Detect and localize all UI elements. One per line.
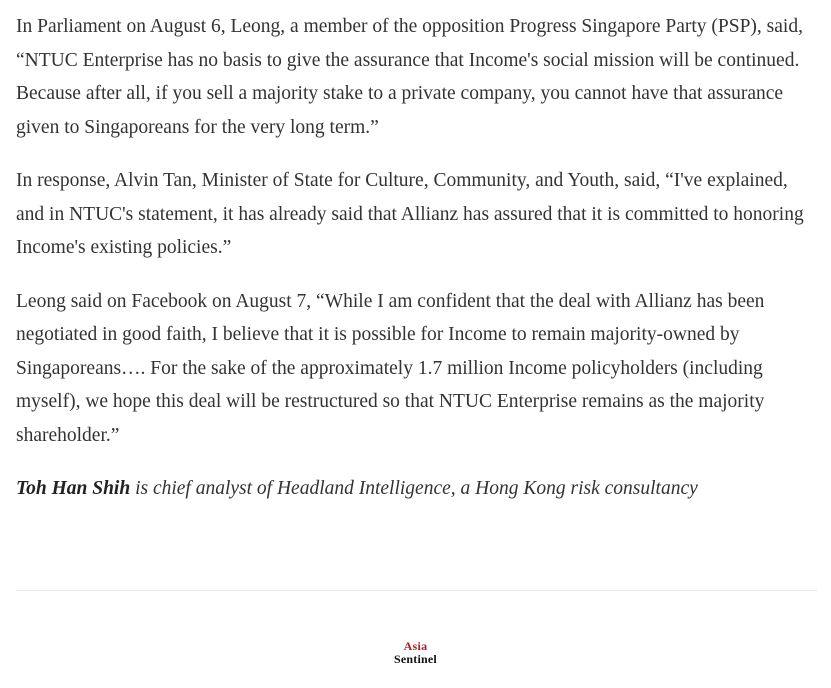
footer-divider bbox=[16, 590, 817, 591]
logo-text-sentinel: Sentinel bbox=[394, 652, 437, 666]
article-body bbox=[16, 10, 818, 506]
article-paragraph: In Parliament on August 6, Leong, a member of the opposition Progress Singapore Party (PSP), said, “NTUC Enterprise has no basis to give the assurance that Income's social mission will be continued. Because after all, if you sell a majority stake to a private company, you cannot have that assurance given to Singaporeans for the very long term.” bbox=[16, 16, 803, 138]
logo-text-asia: Asia bbox=[403, 639, 428, 653]
site-logo[interactable] bbox=[0, 640, 831, 665]
author-name: Toh Han Shih bbox=[16, 478, 131, 499]
author-description: is chief analyst of Headland Intelligence, a Hong Kong risk consultancy bbox=[130, 478, 698, 499]
author-byline bbox=[16, 472, 818, 506]
article-paragraph: In response, Alvin Tan, Minister of State for Culture, Community, and Youth, said, “I've explained, and in NTUC's statement, it has already said that Allianz has assured that it is committed to honoring Income's existing policies.” bbox=[16, 170, 804, 258]
article-paragraph: Leong said on Facebook on August 7, “While I am confident that the deal with Allianz has been negotiated in good faith, I believe that it is possible for Income to remain majority-owned by Singaporeans…. For the sake of the approximately 1.7 million Income policyholders (including myself), we hope this deal will be restructured so that NTUC Enterprise remains as the majority shareholder.” bbox=[16, 290, 765, 446]
